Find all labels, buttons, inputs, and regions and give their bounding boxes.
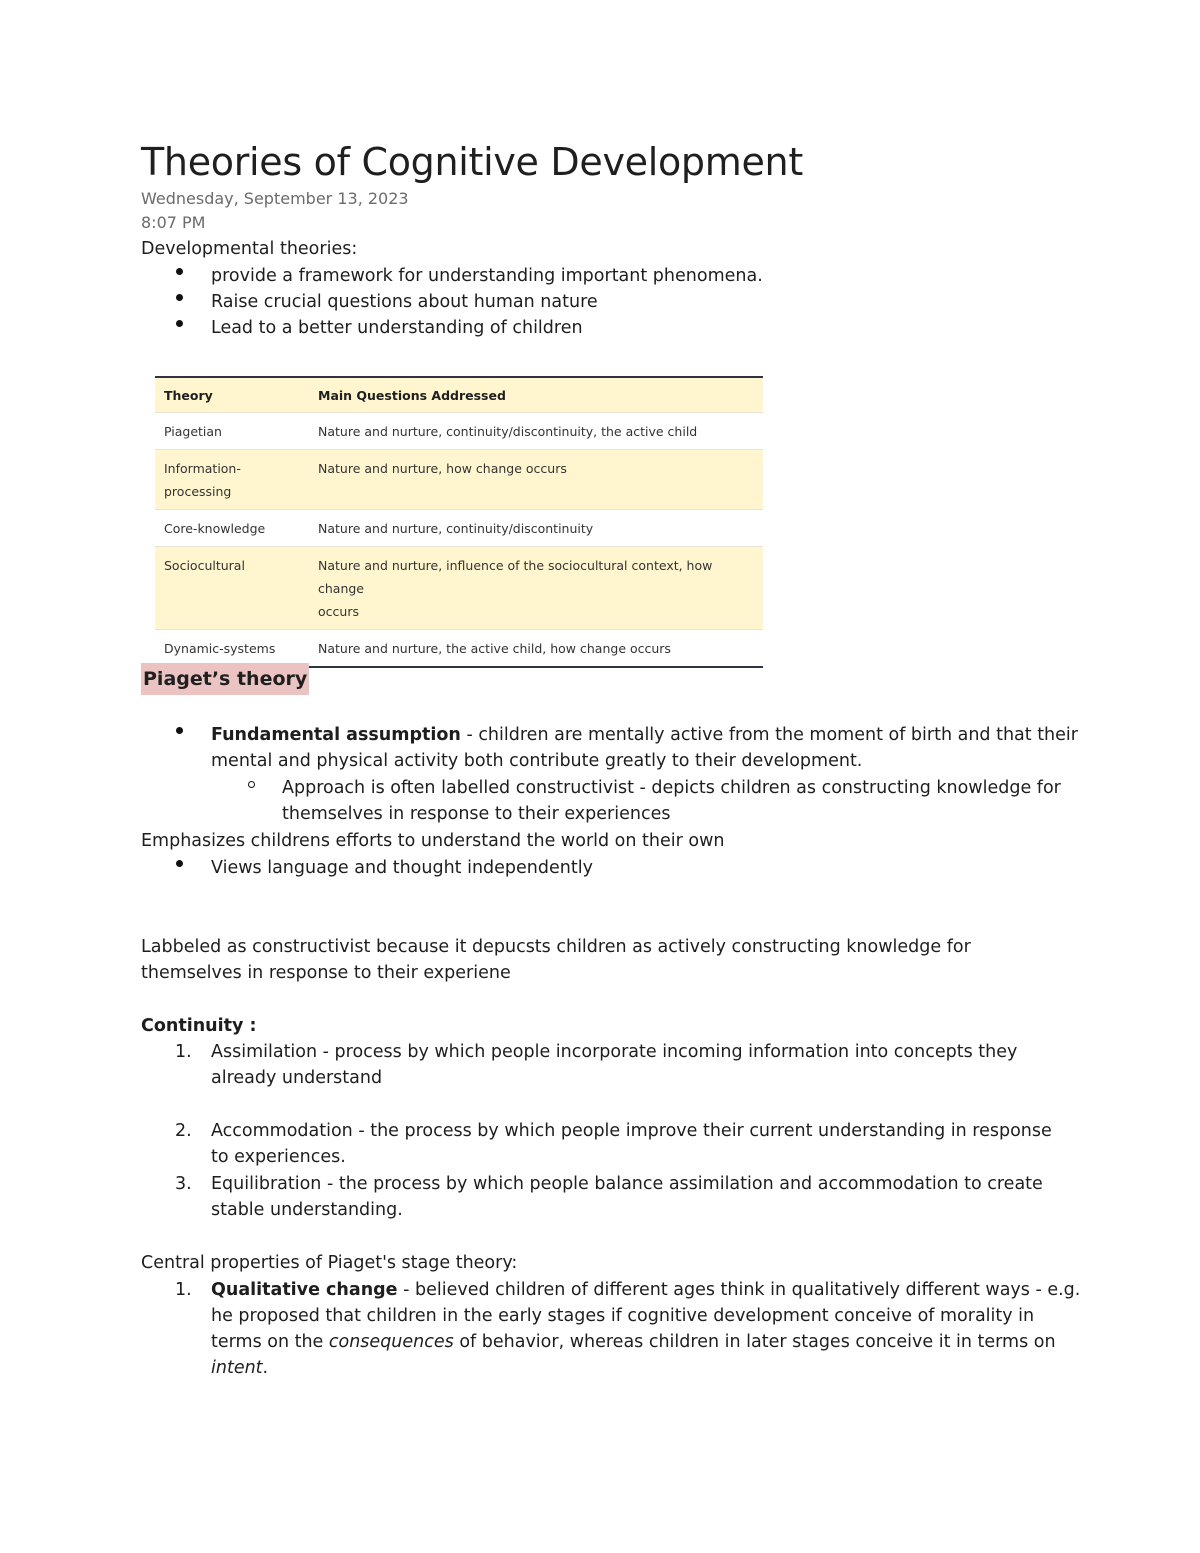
- continuity-heading: Continuity :: [141, 1016, 257, 1036]
- theory-cell: [155, 450, 309, 510]
- list-item-line: stable understanding.: [211, 1200, 403, 1220]
- column-header-questions: Main Questions Addressed: [309, 377, 763, 413]
- stage-item-text: - believed children of different ages think in qualitatively different ways - e.g.: [397, 1280, 1081, 1300]
- bullet-icon: [176, 320, 183, 327]
- section-heading-piaget: Piaget’s theory: [141, 663, 309, 695]
- theory-cell-line: Information-: [164, 461, 241, 476]
- questions-cell: Nature and nurture, continuity/discontinuity, the active child: [309, 413, 763, 450]
- stage-item-line: [211, 1329, 1056, 1355]
- stage-item-line: [211, 1355, 268, 1381]
- intro-bullet: Raise crucial questions about human nature: [211, 292, 598, 312]
- theory-cell: Sociocultural: [155, 547, 309, 630]
- labbeled-line: themselves in response to their experiene: [141, 963, 511, 983]
- table-row: [155, 630, 763, 668]
- list-item-line: Assimilation - process by which people incorporate incoming information into concepts they: [211, 1042, 1018, 1062]
- table-row: [155, 547, 763, 630]
- questions-cell-line: Nature and nurture, influence of the sociocultural context, how change: [318, 558, 713, 596]
- hollow-bullet-icon: [248, 781, 255, 788]
- questions-cell: Nature and nurture, the active child, how change occurs: [309, 630, 763, 668]
- intro-bullet: provide a framework for understanding important phenomena.: [211, 266, 763, 286]
- intro-bullet: Lead to a better understanding of children: [211, 318, 583, 338]
- stage-item-line: [211, 1277, 1080, 1303]
- table-row: [155, 450, 763, 510]
- assumption-label: Fundamental assumption: [211, 725, 461, 745]
- assumption-text: - children are mentally active from the moment of birth and that their: [460, 725, 1078, 745]
- list-item-line: already understand: [211, 1068, 383, 1088]
- views-bullet: Views language and thought independently: [211, 858, 593, 878]
- consequences-emphasis: consequences: [328, 1332, 454, 1352]
- intro-label: Developmental theories:: [141, 239, 358, 259]
- intent-emphasis: intent: [211, 1358, 263, 1378]
- table-header-row: [155, 377, 763, 413]
- column-header-theory: Theory: [155, 377, 309, 413]
- table-row: [155, 413, 763, 450]
- page-title: Theories of Cognitive Development: [141, 140, 803, 184]
- questions-cell: Nature and nurture, how change occurs: [309, 450, 763, 510]
- theory-cell: Dynamic-systems: [155, 630, 309, 668]
- list-item-line: Accommodation - the process by which people improve their current understanding in response: [211, 1121, 1052, 1141]
- questions-cell-line: occurs: [318, 604, 359, 619]
- theory-cell: Core-knowledge: [155, 510, 309, 547]
- stage-heading: Central properties of Piaget's stage theory:: [141, 1253, 518, 1273]
- table-row: [155, 510, 763, 547]
- theory-table: [155, 376, 763, 668]
- questions-cell: Nature and nurture, continuity/discontinuity: [309, 510, 763, 547]
- bullet-icon: [176, 727, 183, 734]
- bullet-icon: [176, 294, 183, 301]
- bullet-icon: [176, 268, 183, 275]
- list-item-line: Equilibration - the process by which people balance assimilation and accommodation to create: [211, 1174, 1043, 1194]
- list-number: 2.: [175, 1121, 192, 1141]
- questions-cell: [309, 547, 763, 630]
- qualitative-change-label: Qualitative change: [211, 1280, 398, 1300]
- list-item-line: to experiences.: [211, 1147, 346, 1167]
- bullet-icon: [176, 860, 183, 867]
- sub-bullet-line: themselves in response to their experiences: [282, 804, 671, 824]
- note-time: 8:07 PM: [141, 213, 206, 232]
- theory-cell: Piagetian: [155, 413, 309, 450]
- stage-item-text: terms on the: [211, 1332, 329, 1352]
- emphasizes-text: Emphasizes childrens efforts to understand the world on their own: [141, 831, 725, 851]
- assumption-line: mental and physical activity both contribute greatly to their development.: [211, 751, 863, 771]
- stage-item-text: of behavior, whereas children in later stages conceive it in terms on: [453, 1332, 1056, 1352]
- labbeled-line: Labbeled as constructivist because it depucsts children as actively constructing knowledge for: [141, 937, 971, 957]
- list-number: 1.: [175, 1280, 192, 1300]
- list-number: 1.: [175, 1042, 192, 1062]
- note-date: Wednesday, September 13, 2023: [141, 189, 409, 208]
- stage-item-line: he proposed that children in the early stages if cognitive development conceive of morality in: [211, 1306, 1035, 1326]
- sub-bullet-line: Approach is often labelled constructivist - depicts children as constructing knowledge for: [282, 778, 1061, 798]
- theory-cell-line: processing: [164, 484, 232, 499]
- assumption-line: [211, 722, 1078, 748]
- stage-item-text: .: [262, 1358, 269, 1378]
- list-number: 3.: [175, 1174, 192, 1194]
